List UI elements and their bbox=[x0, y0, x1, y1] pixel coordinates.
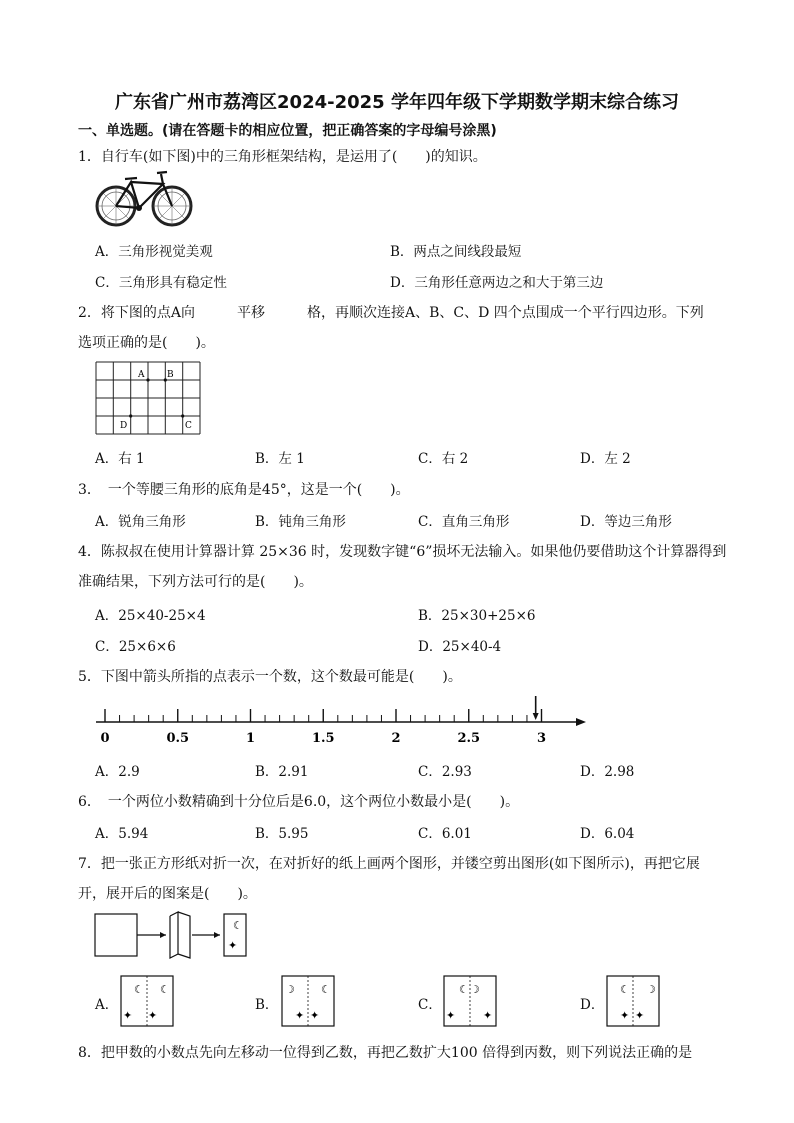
grid-label-b: B bbox=[167, 370, 174, 380]
q2-option-a[interactable]: A．右 1 bbox=[95, 451, 145, 467]
q2-option-b[interactable]: B．左 1 bbox=[255, 451, 305, 467]
svg-text:☽: ☽ bbox=[646, 983, 656, 996]
grid-label-c: C bbox=[185, 421, 192, 431]
q1-option-d[interactable]: D．三角形任意两边之和大于第三边 bbox=[390, 275, 604, 291]
q2-option-d[interactable]: D．左 2 bbox=[580, 451, 631, 467]
number-line-label: 0 bbox=[100, 731, 110, 746]
q3-option-a[interactable]: A．锐角三角形 bbox=[95, 514, 186, 530]
svg-text:☾: ☾ bbox=[620, 983, 630, 996]
q3-stem: 3． 一个等腰三角形的底角是45°，这是一个( )。 bbox=[78, 482, 410, 498]
q6-option-b[interactable]: B．5.95 bbox=[255, 826, 309, 842]
q5-option-b[interactable]: B．2.91 bbox=[255, 764, 309, 780]
section-heading: 一、单选题。(请在答题卡的相应位置，把正确答案的字母编号涂黑) bbox=[78, 123, 497, 139]
number-line-label: 0.5 bbox=[166, 731, 190, 746]
svg-text:✦: ✦ bbox=[148, 1009, 158, 1022]
q3-option-c[interactable]: C．直角三角形 bbox=[418, 514, 510, 530]
q3-option-b[interactable]: B．钝角三角形 bbox=[255, 514, 346, 530]
q2-option-c[interactable]: C．右 2 bbox=[418, 451, 469, 467]
q7-option-a-figure[interactable] bbox=[120, 975, 174, 1027]
q1-option-b[interactable]: B．两点之间线段最短 bbox=[390, 244, 522, 260]
q5-number-line bbox=[90, 696, 590, 748]
q7-option-c[interactable]: C． bbox=[418, 997, 442, 1013]
q7-option-b[interactable]: B． bbox=[255, 997, 279, 1013]
svg-text:✦: ✦ bbox=[228, 939, 238, 952]
number-line-arrowhead bbox=[576, 718, 586, 726]
q1-option-c[interactable]: C．三角形具有稳定性 bbox=[95, 275, 227, 291]
q1-option-a[interactable]: A．三角形视觉美观 bbox=[95, 244, 213, 260]
q6-option-d[interactable]: D．6.04 bbox=[580, 826, 635, 842]
q7-option-c-figure[interactable] bbox=[443, 975, 497, 1027]
svg-text:☽: ☽ bbox=[285, 983, 295, 996]
page-title: 广东省广州市荔湾区2024-2025 学年四年级下学期数学期末综合练习 bbox=[115, 92, 679, 113]
svg-text:☾: ☾ bbox=[321, 983, 331, 996]
bicycle-image bbox=[95, 166, 195, 230]
number-line-label: 2 bbox=[391, 731, 401, 746]
q6-option-c[interactable]: C．6.01 bbox=[418, 826, 472, 842]
q4-stem-line2: 准确结果，下列方法可行的是( )。 bbox=[78, 574, 313, 590]
q1-stem: 1．自行车(如下图)中的三角形框架结构，是运用了( )的知识。 bbox=[78, 149, 487, 165]
svg-text:☾: ☾ bbox=[233, 919, 243, 932]
q2-stem-line1: 2．将下图的点A向 平移 格，再顺次连接A、B、C、D 四个点围成一个平行四边形。下列 bbox=[78, 305, 704, 321]
q4-option-b[interactable]: B．25×30+25×6 bbox=[418, 608, 536, 624]
svg-text:✦: ✦ bbox=[620, 1009, 630, 1022]
svg-text:☾: ☾ bbox=[459, 983, 469, 996]
q8-stem: 8．把甲数的小数点先向左移动一位得到乙数，再把乙数扩大100 倍得到丙数，则下列说法正确的是 bbox=[78, 1045, 693, 1061]
q5-stem: 5．下图中箭头所指的点表示一个数，这个数最可能是( )。 bbox=[78, 669, 462, 685]
q7-option-a[interactable]: A． bbox=[95, 997, 119, 1013]
number-line-pointer-head bbox=[533, 713, 539, 720]
number-line-label: 1.5 bbox=[311, 731, 335, 746]
q3-option-d[interactable]: D．等边三角形 bbox=[580, 514, 672, 530]
q5-option-a[interactable]: A．2.9 bbox=[95, 764, 140, 780]
q6-option-a[interactable]: A．5.94 bbox=[95, 826, 149, 842]
svg-text:✦: ✦ bbox=[446, 1009, 456, 1022]
q6-stem: 6． 一个两位小数精确到十分位后是6.0，这个两位小数最小是( )。 bbox=[78, 794, 520, 810]
q4-option-c[interactable]: C．25×6×6 bbox=[95, 639, 176, 655]
q5-option-d[interactable]: D．2.98 bbox=[580, 764, 635, 780]
svg-text:☾: ☾ bbox=[134, 983, 144, 996]
svg-text:✦: ✦ bbox=[310, 1009, 320, 1022]
q4-stem-line1: 4．陈叔叔在使用计算器计算 25×36 时，发现数字键“6”损坏无法输入。如果他仍要借助这个计算器得到 bbox=[78, 544, 727, 560]
q7-option-b-figure[interactable] bbox=[281, 975, 335, 1027]
svg-text:✦: ✦ bbox=[635, 1009, 645, 1022]
q2-grid-figure bbox=[96, 362, 202, 436]
grid-label-d: D bbox=[120, 421, 128, 431]
q7-option-d-figure[interactable] bbox=[606, 975, 660, 1027]
number-line-label: 3 bbox=[536, 731, 547, 746]
svg-text:✦: ✦ bbox=[295, 1009, 305, 1022]
q7-option-d[interactable]: D． bbox=[580, 997, 605, 1013]
q7-stem-line2: 开，展开后的图案是( )。 bbox=[78, 886, 257, 902]
svg-text:✦: ✦ bbox=[123, 1009, 133, 1022]
svg-text:☽: ☽ bbox=[470, 983, 480, 996]
q7-fold-diagram bbox=[94, 910, 254, 960]
q4-option-a[interactable]: A．25×40-25×4 bbox=[95, 608, 206, 624]
q7-stem-line1: 7．把一张正方形纸对折一次，在对折好的纸上画两个图形，并镂空剪出图形(如下图所示)，再把它展 bbox=[78, 856, 700, 872]
q4-option-d[interactable]: D．25×40-4 bbox=[418, 639, 502, 655]
svg-text:✦: ✦ bbox=[483, 1009, 493, 1022]
q5-option-c[interactable]: C．2.93 bbox=[418, 764, 472, 780]
q2-stem-line2: 选项正确的是( )。 bbox=[78, 335, 215, 351]
number-line-label: 1 bbox=[245, 731, 256, 746]
svg-text:☾: ☾ bbox=[160, 983, 170, 996]
grid-label-a: A bbox=[138, 370, 145, 380]
number-line-label: 2.5 bbox=[457, 731, 481, 746]
